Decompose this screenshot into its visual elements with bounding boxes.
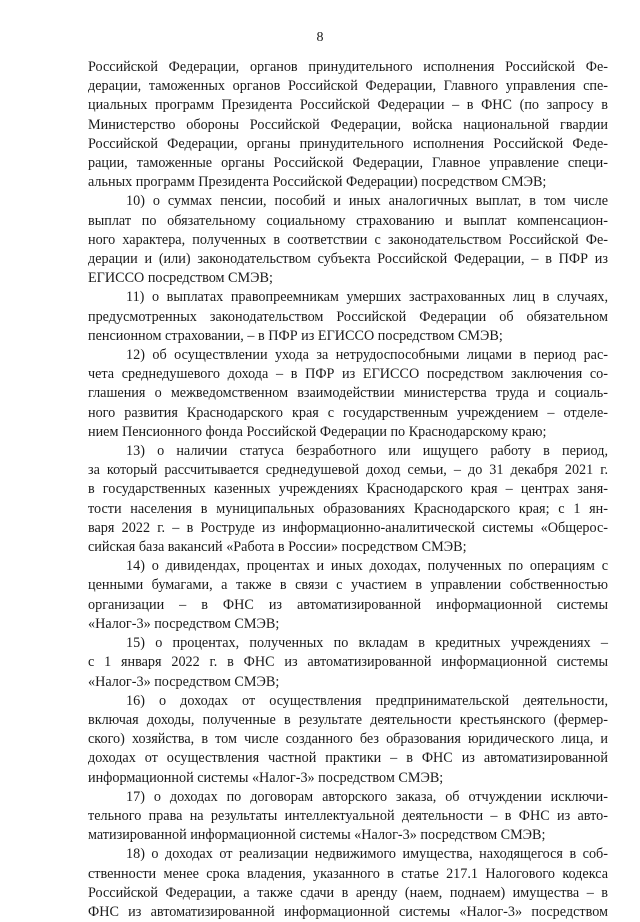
text-line: дерации и (или) законодательством субъекта Российской Федерации, – в ПФР из xyxy=(88,251,608,268)
text-line: ФНС из автоматизированной информационной системы «Налог-3» посредством xyxy=(88,903,608,920)
text-line: тости населения в муниципальных образованиях Краснодарского края; с 1 ян- xyxy=(88,500,608,517)
text-line: 13) о наличии статуса безработного или ищущего работу в период, xyxy=(126,443,608,460)
text-line: чета среднедушевого дохода – в ПФР из ЕГИССО посредством заключения со- xyxy=(88,366,608,383)
text-line: дерации, таможенных органов Российской Федерации, Главного управления спе- xyxy=(88,78,608,95)
text-line: Российской Федерации, органов принудительного исполнения Российской Фе- xyxy=(88,59,608,75)
text-line: тельного права на результаты интеллектуальной деятельности – в ФНС из авто- xyxy=(88,807,608,824)
text-line: выплат по обязательному социальному страхованию и выплат компенсацион- xyxy=(88,212,608,229)
text-line: информационной системы «Налог-3» посредством СМЭВ; xyxy=(88,769,444,786)
text-line: в государственных казенных учреждениях Краснодарского края – центрах заня- xyxy=(88,481,608,498)
text-line: ного характера, полученных в соответствии с законодательством Российской Фе- xyxy=(88,231,608,248)
text-line: ценными бумагами, а также в связи с участием в управлении собственностью xyxy=(88,577,608,594)
text-line: Министерство обороны Российской Федерации, войска национальной гвардии xyxy=(88,116,608,133)
text-line: за который рассчитывается среднедушевой доход семьи, – до 31 декабря 2021 г. xyxy=(88,462,608,479)
text-line: глашения о межведомственном взаимодействии министерства труда и социаль- xyxy=(88,385,608,402)
document-body xyxy=(88,58,608,922)
text-line: «Налог-3» посредством СМЭВ; xyxy=(88,615,280,632)
text-line: 14) о дивидендах, процентах и иных доходах, полученных по операциям с xyxy=(126,558,608,575)
text-line: 11) о выплатах правопреемникам умерших застрахованных лиц в случаях, xyxy=(126,289,608,306)
text-line: «Налог-3» посредством СМЭВ; xyxy=(88,673,280,690)
text-line: 18) о доходах от реализации недвижимого имущества, находящегося в соб- xyxy=(126,846,608,863)
text-line: рации, таможенные органы Российской Федерации, Главное управление специ- xyxy=(88,155,608,172)
text-line: циальных программ Президента Российской Федерации – в ФНС (по запросу в xyxy=(88,97,608,114)
text-line: предусмотренных законодательством Российской Федерации об обязательном xyxy=(88,308,608,325)
text-line: с 1 января 2022 г. в ФНС из автоматизированной информационной системы xyxy=(88,654,608,671)
text-line: пенсионном страховании, – в ПФР из ЕГИССО посредством СМЭВ; xyxy=(88,327,503,344)
text-line: ного развития Краснодарского края с государственным учреждением – отделе- xyxy=(88,404,608,421)
text-line: матизированной информационной системы «Налог-3» посредством СМЭВ; xyxy=(88,827,546,844)
text-line: нием Пенсионного фонда Российской Федерации по Краснодарскому краю; xyxy=(88,423,547,440)
text-line: 12) об осуществлении ухода за нетрудоспособными лицами в период рас- xyxy=(126,347,608,364)
text-line: включая доходы, полученные в результате деятельности крестьянского (фермер- xyxy=(88,711,608,728)
text-line: 16) о доходах от осуществления предпринимательской деятельности, xyxy=(126,692,608,709)
text-line: 17) о доходах по договорам авторского заказа, об отчуждении исключи- xyxy=(126,788,608,805)
text-line: Российской Федерации, а также сдачи в аренду (наем, поднаем) имущества – в xyxy=(88,884,608,901)
text-line: альных программ Президента Российской Федерации) посредством СМЭВ; xyxy=(88,174,547,191)
page-number: 8 xyxy=(316,30,324,45)
text-line: 15) о процентах, полученных по вкладам в кредитных учреждениях – xyxy=(126,635,608,652)
text-line: ского) хозяйства, в том числе созданного без образования юридического лица, и xyxy=(88,731,608,748)
text-line: ЕГИССО посредством СМЭВ; xyxy=(88,270,273,287)
text-line: организации – в ФНС из автоматизированной информационной системы xyxy=(88,596,608,613)
text-line: Российской Федерации, органы принудительного исполнения Российской Феде- xyxy=(88,135,608,152)
text-line: варя 2022 г. – в Роструде из информационно-аналитической системы «Общерос- xyxy=(88,519,608,536)
text-line: 10) о суммах пенсии, пособий и иных аналогичных выплат, в том числе xyxy=(126,193,608,210)
text-line: доходах от осуществления частной практики – в ФНС из автоматизированной xyxy=(88,750,608,767)
text-line: ственности менее срока владения, указанного в статье 217.1 Налогового кодекса xyxy=(88,865,608,882)
text-line: сийская база вакансий «Работа в России» посредством СМЭВ; xyxy=(88,539,467,556)
